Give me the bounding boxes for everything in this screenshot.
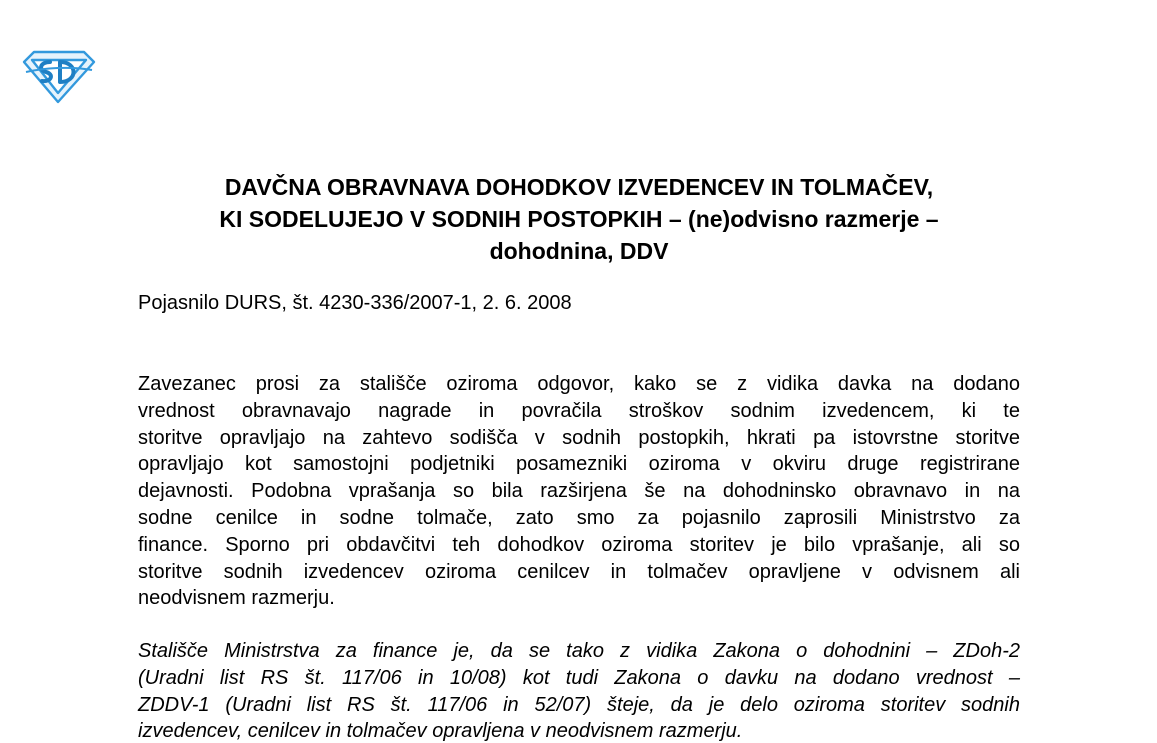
- title-line: DAVČNA OBRAVNAVA DOHODKOV IZVEDENCEV IN TOLMAČEV,: [224, 174, 934, 200]
- paragraph-line: Stališče Ministrstva za finance je, da se tako z vidika Zakona o dohodnini – ZDoh-2: [138, 640, 1020, 662]
- paragraph-line: storitve sodnih izvedencev oziroma cenilcev in tolmačev opravljene v odvisnem ali: [138, 560, 1020, 583]
- paragraph-line: ZDDV-1 (Uradni list RS št. 117/06 in 52/07) šteje, da je delo oziroma storitev sodnih: [138, 693, 1020, 716]
- paragraph-line: (Uradni list RS št. 117/06 in 10/08) kot tudi Zakona o davku na dodano vrednost –: [138, 666, 1020, 689]
- paragraph-line: opravljajo kot samostojni podjetniki posamezniki oziroma v okviru druge registrirane: [138, 453, 1020, 476]
- paragraph-line: vrednost obravnavajo nagrade in povračila stroškov sodnim izvedencem, ki te: [138, 399, 1020, 422]
- document-title: [120, 171, 1038, 267]
- paragraph-line: dejavnosti. Podobna vprašanja so bila razširjena še na dohodninsko obravnavo in na: [138, 480, 1020, 503]
- document-reference: Pojasnilo DURS, št. 4230-336/2007-1, 2. 6. 2008: [138, 292, 572, 314]
- sd-logo-graphic: [20, 48, 98, 104]
- title-line: dohodnina, DDV: [489, 238, 669, 264]
- title-line: KI SODELUJEJO V SODNIH POSTOPKIH – (ne)odvisno razmerje –: [219, 206, 939, 232]
- paragraph-line: storitve opravljajo na zahtevo sodišča v sodnih postopkih, hkrati pa istovrstne storitve: [138, 426, 1020, 449]
- paragraph-line: Zavezanec prosi za stališče oziroma odgovor, kako se z vidika davka na dodano: [138, 373, 1020, 395]
- body-paragraph: [138, 371, 1020, 612]
- paragraph-line: izvedencev, cenilcev in tolmačev opravljena v neodvisnem razmerju.: [138, 720, 743, 743]
- ministry-position-paragraph: [138, 638, 1020, 743]
- sd-shield-logo-icon: [20, 48, 98, 104]
- paragraph-line: neodvisnem razmerju.: [138, 587, 335, 610]
- paragraph-line: finance. Sporno pri obdavčitvi teh dohodkov oziroma storitev je bilo vprašanje, ali so: [138, 533, 1020, 556]
- paragraph-line: sodne cenilce in sodne tolmače, zato smo za pojasnilo zaprosili Ministrstvo za: [138, 506, 1020, 529]
